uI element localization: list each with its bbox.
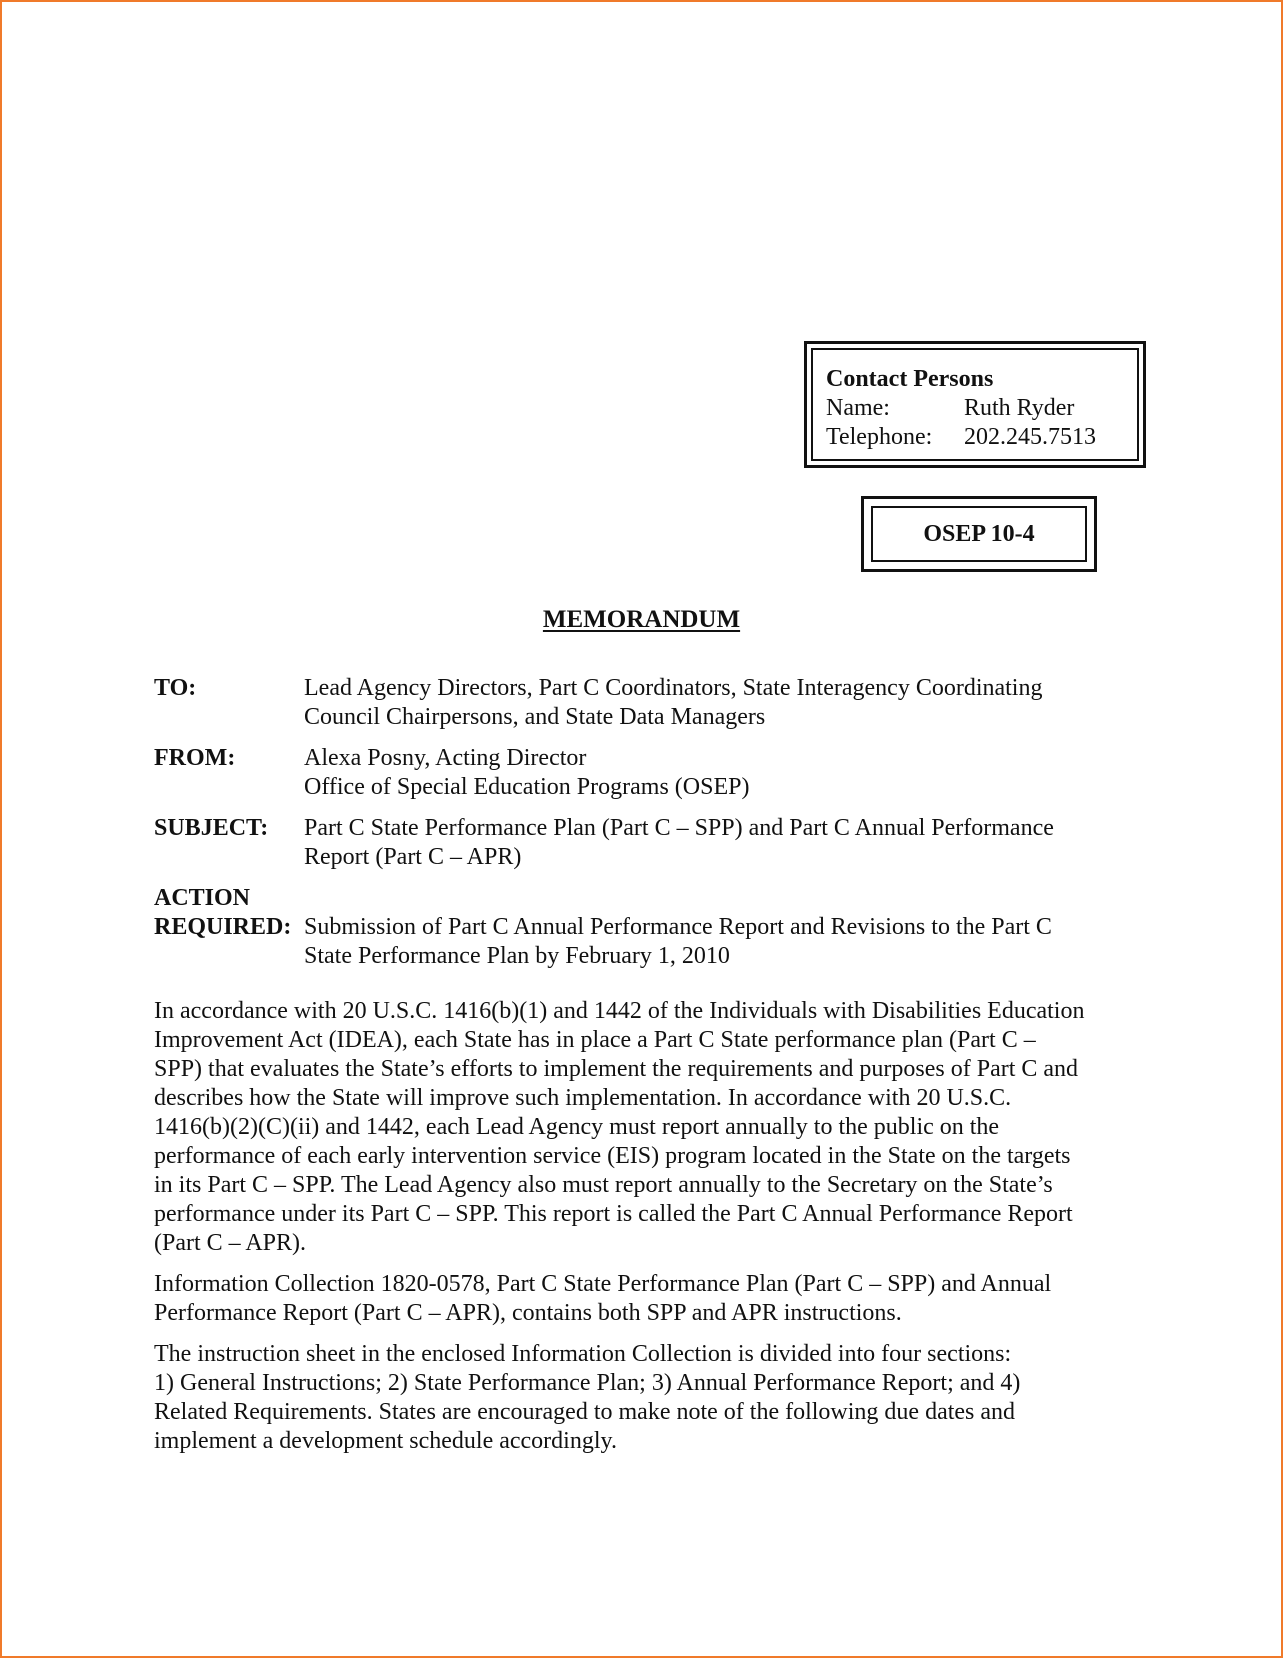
contact-phone-row — [826, 423, 1137, 452]
from-value — [304, 744, 1134, 802]
body-paragraph-3 — [154, 1340, 1134, 1456]
from-row — [154, 744, 1134, 802]
paragraph-line: Improvement Act (IDEA), each State has in place a Part C State performance plan (Part C – — [154, 1027, 1036, 1053]
contact-name-row — [826, 394, 1137, 423]
memorandum-title: MEMORANDUM — [542, 606, 741, 633]
subject-line: Report (Part C – APR) — [304, 844, 522, 870]
paragraph-line: 1416(b)(2)(C)(ii) and 1442, each Lead Agency must report annually to the public on the — [154, 1114, 1000, 1140]
from-line: Office of Special Education Programs (OSEP) — [304, 774, 750, 800]
contact-name-label: Name: — [826, 395, 890, 421]
subject-value — [304, 814, 1134, 872]
action-label: ACTION — [154, 885, 251, 911]
subject-line: Part C State Performance Plan (Part C – SPP) and Part C Annual Performance — [304, 815, 1054, 841]
paragraph-line: in its Part C – SPP. The Lead Agency also must report annually to the Secretary on the State’s — [154, 1172, 1053, 1198]
memo-body — [154, 997, 1134, 1468]
paragraph-line: 1) General Instructions; 2) State Performance Plan; 3) Annual Performance Report; and 4) — [154, 1370, 1021, 1396]
paragraph-line: Performance Report (Part C – APR), contains both SPP and APR instructions. — [154, 1300, 902, 1326]
action-required-value — [304, 913, 1134, 971]
body-paragraph-1 — [154, 997, 1134, 1258]
paragraph-line: The instruction sheet in the enclosed Information Collection is divided into four sections: — [154, 1341, 1012, 1367]
paragraph-line: performance under its Part C – SPP. This report is called the Part C Annual Performance Report — [154, 1201, 1073, 1227]
osep-code-box — [861, 496, 1097, 572]
contact-phone-value: 202.245.7513 — [964, 424, 1096, 450]
paragraph-line: In accordance with 20 U.S.C. 1416(b)(1) and 1442 of the Individuals with Disabilities Education — [154, 998, 1085, 1024]
to-value — [304, 674, 1134, 732]
action-line: Submission of Part C Annual Performance Report and Revisions to the Part C — [304, 914, 1052, 940]
paragraph-line: implement a development schedule accordingly. — [154, 1428, 617, 1454]
contact-persons-title: Contact Persons — [826, 366, 994, 392]
to-line: Lead Agency Directors, Part C Coordinators, State Interagency Coordinating — [304, 675, 1043, 701]
paragraph-line: describes how the State will improve such implementation. In accordance with 20 U.S.C. — [154, 1085, 1012, 1111]
contact-persons-inner-box — [811, 348, 1139, 461]
from-line: Alexa Posny, Acting Director — [304, 745, 587, 771]
required-label: REQUIRED: — [154, 914, 292, 940]
subject-label: SUBJECT: — [154, 815, 269, 841]
paragraph-line: performance of each early intervention service (EIS) program located in the State on the targets — [154, 1143, 1071, 1169]
contact-persons-box — [804, 341, 1146, 468]
subject-row — [154, 814, 1134, 872]
memo-header — [154, 674, 1134, 983]
to-line: Council Chairpersons, and State Data Managers — [304, 704, 766, 730]
osep-code: OSEP 10-4 — [871, 506, 1087, 562]
body-paragraph-2 — [154, 1270, 1134, 1328]
paragraph-line: (Part C – APR). — [154, 1230, 307, 1256]
to-row — [154, 674, 1134, 732]
paragraph-line: Related Requirements. States are encouraged to make note of the following due dates and — [154, 1399, 1016, 1425]
from-label: FROM: — [154, 745, 236, 771]
paragraph-line: SPP) that evaluates the State’s efforts to implement the requirements and purposes of Part C and — [154, 1056, 1079, 1082]
to-label: TO: — [154, 675, 197, 701]
action-line: State Performance Plan by February 1, 2010 — [304, 943, 730, 969]
contact-name-value: Ruth Ryder — [964, 395, 1075, 421]
action-required-row — [154, 913, 1134, 971]
contact-phone-label: Telephone: — [826, 424, 933, 450]
paragraph-line: Information Collection 1820-0578, Part C State Performance Plan (Part C – SPP) and Annual — [154, 1271, 1052, 1297]
